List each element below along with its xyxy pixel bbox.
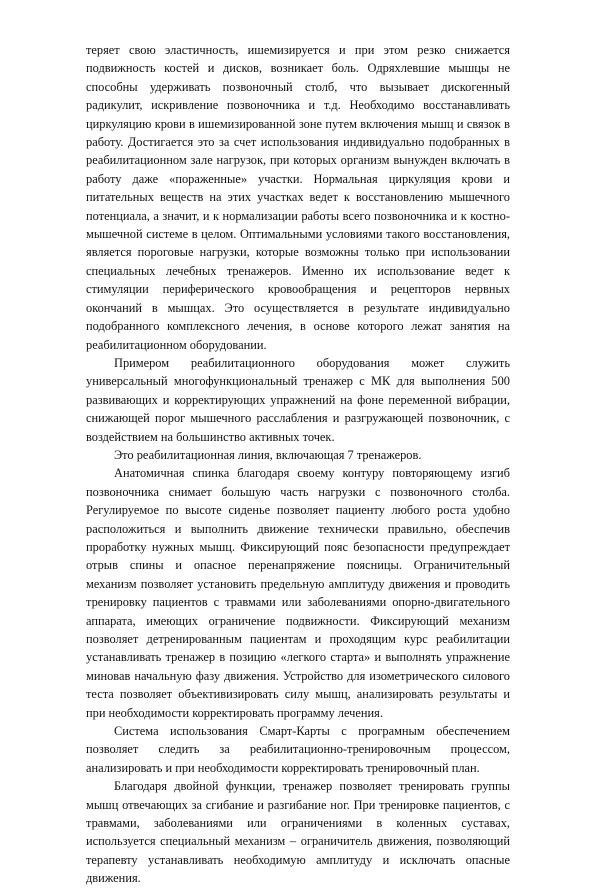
paragraph-anatomic-back: Анатомичная спинка благодаря своему контуру повторяющему изгиб позвоночника снимает большую часть нагрузки с позвоночного столба. Регулируемое по высоте сиденье позволяет пациенту любого роста удобно расположиться и выполнить движение технически правильно, обеспечив проработку нужных мышц. Фиксирующий пояс безопасности предупреждает отрыв спины и опасное перенапряжение поясницы. Ограничительный механизм позволяет установить предельную амплитуду движения и проводить тренировку пациентов с травмами или заболеваниями опорно-двигательного аппарата, имеющих ограничение подвижности. Фиксирующий механизм позволяет детренированным пациентам и проходящим курс реабилитации устанавливать тренажер в позицию «легкого старта» и выполнять упражнение миновав начальную фазу движения. Устройство для изометрического силового теста позволяет объективизировать силу мышц, анализировать результаты и при необходимости корректировать программу лечения.	[86, 466, 510, 720]
paragraph-equipment-example: Примером реабилитационного оборудования может служить универсальный многофункциональный тренажер с МК для выполнения 500 развивающих и корректирующих упражнений на фоне переменной вибрации, снижающей порог мышечного расслабления и разгружающей позвоночник, с воздействием на большинство активных точек.	[86, 355, 510, 444]
document-page	[86, 41, 510, 888]
paragraph-smart-card: Система использования Смарт-Карты с програмным обеспечением позволяет следить за реабилитационно-тренировочным процессом, анализировать и при необходимости корректировать тренировочный план.	[86, 724, 510, 775]
paragraph-rehab-line: Это реабилитационная линия, включающая 7 тренажеров.	[114, 447, 422, 462]
paragraph-continuation: теряет свою эластичность, ишемизируется и при этом резко снижается подвижность костей и дисков, возникает боль. Одряхлевшие мышцы не способны удерживать позвоночный столб, что вызывает дискогенный радикулит, искривление позвоночника и т.д. Необходимо восстанавливать циркуляцию крови в ишемизированной зоне путем включения мышц и связок в работу. Достигается это за счет использования индивидуально подобранных в реабилитационном зале нагрузок, при которых организм вынужден включать в работу даже «пораженные» участки. Нормальная циркуляция крови и питательных веществ на этих участках ведет к восстановлению мышечного потенциала, а значит, и к нормализации работы всего позвоночника и к костно-мышечной системе в целом. Оптимальными условиями такого восстановления, является пороговые нагрузки, которые возможны только при использовании специальных лечебных тренажеров. Именно их использование ведет к стимуляции периферического кровообращения и рецепторов нервных окончаний в мышцах. Это осуществляется в результате индивидуально подобранного комплексного лечения, в основе которого лежат занятия на реабилитационном оборудовании.	[86, 43, 510, 352]
paragraph-dual-function: Благодаря двойной функции, тренажер позволяет тренировать группы мышц отвечающих за сгибание и разгибание ног. При тренировке пациентов, с травмами, заболеваниями или ограничениями в коленных суставах, используется специальный механизм – ограничитель движения, позволяющий терапевту устанавливать необходимую амплитуду и исключать опасные движения.	[86, 779, 510, 886]
